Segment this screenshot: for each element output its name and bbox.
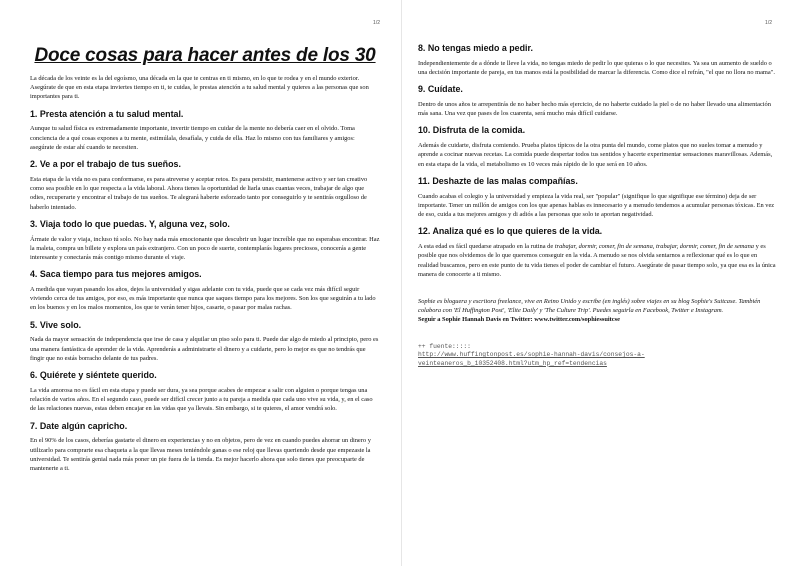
- right-page: [404, 0, 790, 566]
- section-6-body: La vida amorosa no es fácil en esta etapa y puede ser dura, ya sea porque acabes de empezar a salir con alguien o porque tengas una relación de varios años. En el segundo caso, puede ser difícil crecer junto a tu pareja a medida que cada uno vive su vida, y, en el caso de las relaciones nuevas, estas deben encajar en las vidas que ya llevais. Sin embargo, si te quieres, el amor vendrá solo.: [30, 386, 373, 413]
- author-twitter: Seguir a Sophie Hannah Davis en Twitter: www.twitter.com/sophiessuitcse: [418, 316, 620, 324]
- section-7-body: En el 90% de los casos, deberías gastarte el dinero en experiencias y no en objetos, pero de vez en cuando puedes ahorrar un dinero y utilizarlo para comprarte esa chaqueta a la que llevas meses teniéndole ganas o ese reloj que llevas queriendo desde que empezaste la universidad. Te sentirás genial nada más poner un pie fuera de la tienda. Es mejor hacerlo ahora que solo tienes que preocuparte de mantenerte a ti.: [30, 437, 371, 472]
- section-10-heading: 10. Disfruta de la comida.: [418, 125, 526, 136]
- section-11-body: Cuando acabas el colegio y la universidad y empieza la vida real, ser "popular" (signifique lo que signifique ese término) deja de ser importante. Tener un millón de amigos con los que apenas hablas es innecesario y a menudo tendemos a acumular personas tóxicas. En vez de eso, cuida a tus mejores amigos y di adiós a las personas que solo te aportan negatividad.: [418, 192, 775, 219]
- author-bio: Sophie es bloguera y escritora freelance, vive en Reino Unido y escribe (en inglés) sobre viajes en su blog Sophie's Suitcase. También colabora con 'El Huffington Post', 'Elite Daily' y 'The Culture Trip'. Puedes seguirla en Facebook, Twitter e Instagram.: [418, 298, 761, 315]
- page-number: 1/2: [373, 20, 380, 26]
- section-1-heading: 1. Presta atención a tu salud mental.: [30, 108, 184, 119]
- page-number: 1/2: [765, 20, 772, 26]
- section-3-body: Ármate de valor y viaja, incluso tú solo. No hay nada más emocionante que descubrir un lugar increíble que no esperabas encontrar. Haz la maleta, compra un billete y explora un país extranjero. Con un poco de suerte, contemplarás lugares preciosos, conocerás a gente interesante y conectarás más contigo mismo durante el viaje.: [30, 235, 380, 261]
- section-9-body: Dentro de unos años te arrepentirás de no haber hecho más ejercicio, de no haberte cuidado la piel o de no haber llevado una alimentación más sana. Una vez que pases de los cuarenta, será mucho más difícil cuidarse.: [418, 101, 771, 118]
- section-6-heading: 6. Quiérete y siéntete querido.: [30, 370, 157, 381]
- section-9-heading: 9. Cuídate.: [418, 84, 463, 95]
- section-2-body: Esta etapa de la vida no es para conformarse, es para atreverse y aceptar retos. Es para persistir, mantenerse activo y ser tan creativo como sea posible en lo que respecta a la vida laboral. Ahora tienes la oportunidad de liarla unas cuantas veces, trabajar de algo que odies, recuperarte y encontrar el trabajo de tus sueños. Te alegrará haberte esforzado tanto por conseguirlo y te sentirás orgulloso de haberlo intentado.: [30, 175, 368, 211]
- section-1-body: Aunque tu salud física es extremadamente importante, invertir tiempo en cuidar de la mente no debería caer en el olvido. Toma conciencia de a qué cosas expones a tu mente, estimúlala, desafíala, y cuida de ella. Haz lo mismo con tus familiares y amigos: asegúrate de estar ahí cuando te necesiten.: [30, 125, 355, 151]
- section-12-text-start: A esta edad es fácil quedarse atrapado en la rutina de: [418, 243, 555, 251]
- source-url-line-1: http://www.huffingtonpost.es/sophie-hannah-davis/consejos-a-: [418, 351, 645, 359]
- section-4-body: A medida que vayan pasando los años, dejes la universidad y sigas adelante con tu vida, puede que se cada vez más difícil seguir viviendo cerca de tus amigos, por eso, es más importante que nunca que saques tiempo para los mejores. Son los que seguirán a tu lado en los buenos y en los malos momentos, los que te verán tener hijos, casarte, o pasar por malas rachas.: [30, 285, 376, 312]
- section-4-heading: 4. Saca tiempo para tus mejores amigos.: [30, 269, 202, 280]
- section-5-body: Nada da mayor sensación de independencia que irse de casa y alquilar un piso solo para ti. Puede dar algo de miedo al principio, pero es una manera fantástica de aprender de la vida. Aprenderás a administrarte el dinero y a cuidarte, pero lo mejor es que no tendrás que fingir que no estás borracho delante de tus padres.: [30, 336, 379, 362]
- left-page: [10, 0, 398, 566]
- source-block: [418, 343, 776, 369]
- page-divider: [401, 0, 402, 566]
- section-5-heading: 5. Vive solo.: [30, 319, 82, 330]
- section-12-heading: 12. Analiza qué es lo que quieres de la vida.: [418, 226, 603, 237]
- section-12-routine: trabajar, dormir, comer, fin de semana, trabajar, dormir, comer, fin de semana: [554, 243, 754, 251]
- section-8-body: Independientemente de a dónde te lleve la vida, no tengas miedo de pedir lo que quieras o lo que necesites. Ya sea un aumento de sueldo o una decisión importante de pareja, en tus manos está la posibilidad de marcar la diferencia. Como dice el refrán, "el que no llora no mama".: [418, 59, 775, 77]
- section-11-heading: 11. Deshazte de las malas compañías.: [418, 175, 578, 186]
- article-title: Doce cosas para hacer antes de los 30: [34, 45, 376, 66]
- section-3-heading: 3. Viaja todo lo que puedas. Y, alguna vez, solo.: [30, 218, 230, 229]
- section-2-heading: 2. Ve a por el trabajo de tus sueños.: [30, 159, 181, 170]
- section-7-heading: 7. Date algún capricho.: [30, 420, 128, 431]
- section-8-heading: 8. No tengas miedo a pedir.: [418, 43, 533, 53]
- source-url-line-2: veinteaneros_b_10352408.html?utm_hp_ref=tendencias: [418, 359, 607, 367]
- intro-paragraph: La década de los veinte es la del egoísmo, una década en la que te centras en ti mismo, en lo que te rodea y en el mundo exterior. Asegúrate de que en esta etapa inviertes tiempo en ti, te cuidas, le prestas atención a tu salud mental y quieres a las personas que son importantes para ti.: [30, 74, 369, 101]
- section-10-body: Además de cuidarte, disfruta comiendo. Prueba platos típicos de la otra punta del mundo, come platos que no sueles tomar a menudo y aprende a cocinar nuevas recetas. La comida puede despertar todos tus sentidos y hacerte experimentar sensaciones maravillosas. Además, en esta etapa de la vida, el metabolismo es 10 veces más rápido de lo que será en 10 años.: [418, 142, 773, 168]
- source-link[interactable]: [418, 351, 776, 368]
- section-12-text-end: y es posible que nos olvidemos de lo que queremos conseguir en la vida. A menudo se nos olvida sentarnos a reflexionar qué es lo que en realidad buscamos, pero en este punto de tu vida tienes el poder de cambiar el futuro. Asegúrate de pasar tiempo solo, ya que esa es la única manera de conocerte a ti mismo.: [418, 243, 776, 278]
- section-12-body: [418, 242, 776, 279]
- source-label: ++ fuente:::::: [418, 342, 471, 350]
